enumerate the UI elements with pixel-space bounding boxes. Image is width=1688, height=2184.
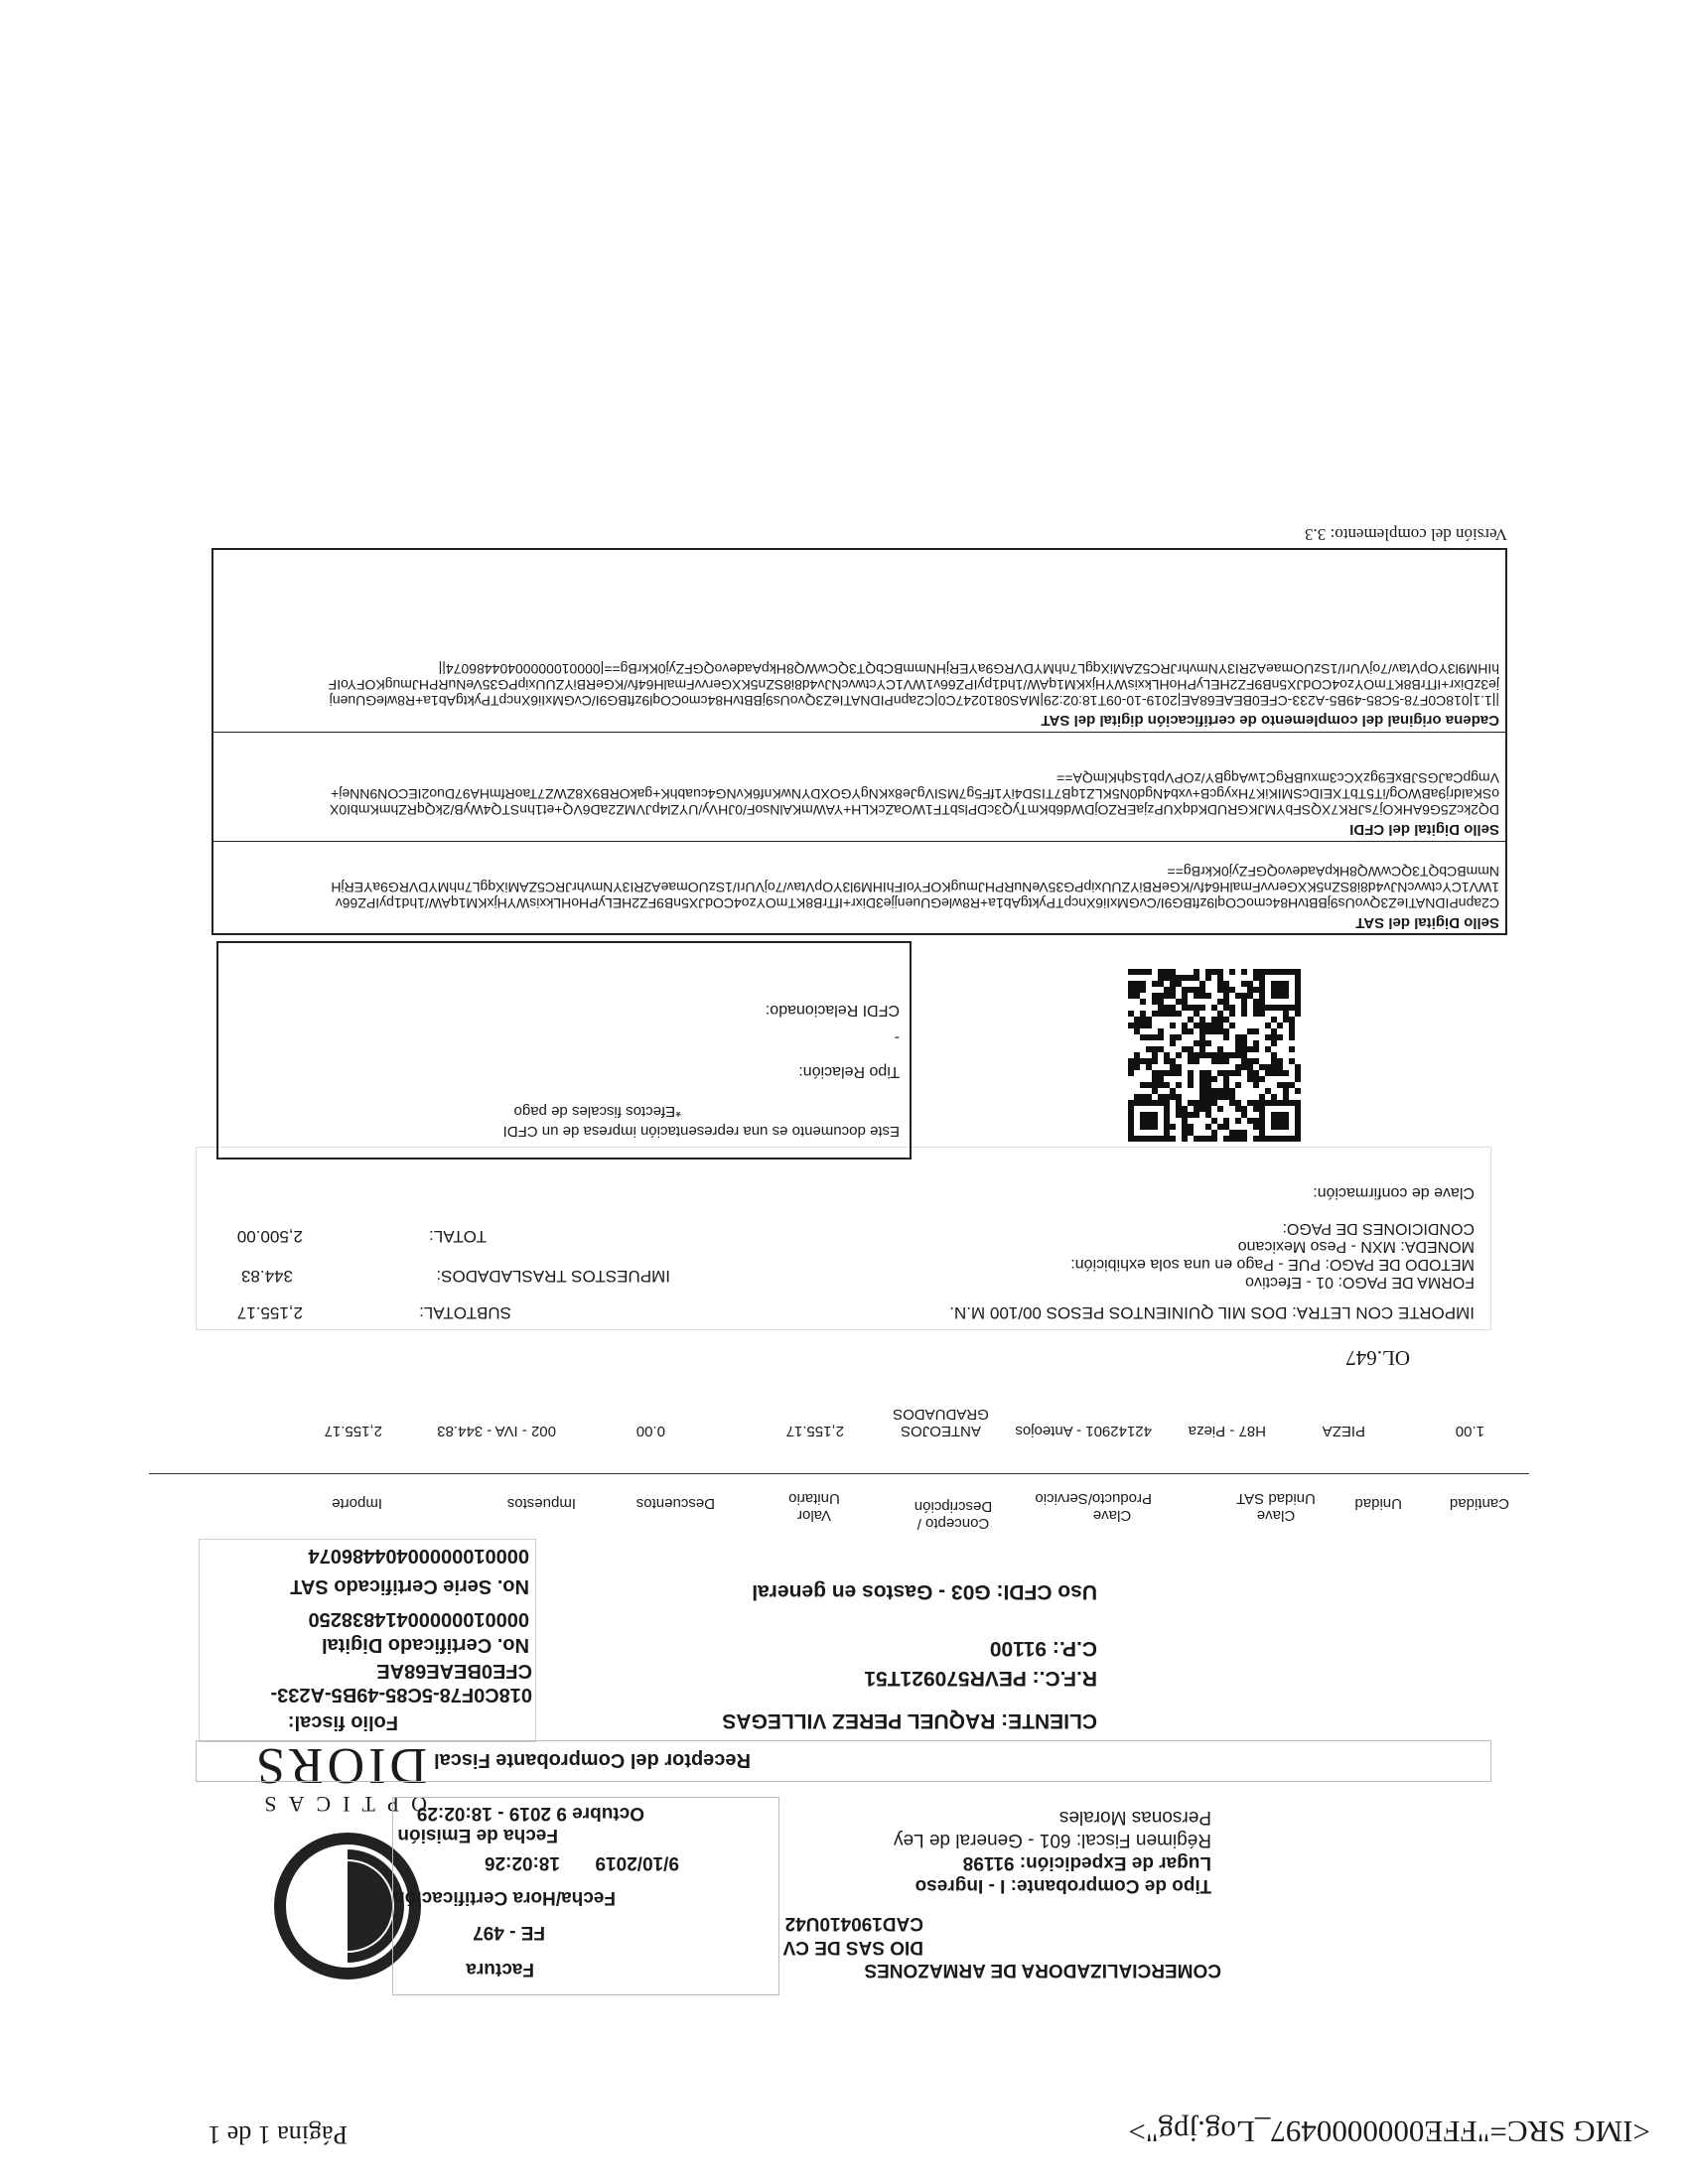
sello-sat-text: C2apnPIDNATIeZ3QvoUs9jBBtvH84cmoCOql9zftBG9I/CvGMxIi6XncpTPyktgAb1a+R8wleGUuenjje3Dixr+IfTrB8KTmOYzo4COdJX5nB9FZ2HELyPHoHLkxisWYHjxKM1qAW/1hd1pyIPZ66v1WV1CYctwvcNJv4d8i8SZn5KXGervvFmalH64fv/KGeRBiYZUUxipPG35VeNuRPHJmugKOFYoIFhIHM9l3YOpVtav/7ojVUrI/1SzUOmaeA2RI3YNmvhrJRC5ZAMiXqgL7nhMYDVRG9aYERjHNmmBCbQT3QCwWQ8HkpAadevoQGFZyj0KkrBg== — [331, 864, 1499, 911]
cell-clave-unidad: H87 - Pieza — [1188, 1423, 1266, 1439]
note-text: OL.647 — [1345, 1346, 1410, 1370]
header-descuentos: Descuentos — [635, 1495, 715, 1512]
cell-valor-unitario: 2,155.17 — [785, 1423, 844, 1439]
cert-sat-label: No. Serie Certificado SAT — [290, 1575, 529, 1597]
version-complemento: Versión del complemento: 3.3 — [1305, 525, 1507, 544]
seals-box — [211, 548, 1507, 935]
logo-line-diors: DIORS — [251, 1737, 427, 1794]
sello-cfdi-text: DQ2kcZ5G6AHKOj7sJRK7XQSFbYMJKGRUDKdqXUPzjaERZOjDWd6bKmTyQ3cDPlsbTF1WOaZcKLH+YAWmKAlNsoF/0JHVy/UYZl4pJVMZ2aD6VQ+et1hnSTQ4WyB/2kQqRZhmKmbI0XoSKaIdrj9aBWOg/iT5TbTXEIDcSMIKiK7HxygcB+vxb4Ngd0N5KLZ1qB7TISD4iY1fF5g7MSIVgJe8xKNgYGOXDYNwKnf6KvNG4cuabhK+gakORB9X8ZWZ7TaoRfmHA97Duo2IECON9NNej+VmgpCaJGSJBxE9gzXCc3mxuBRgC1wAqgBY/zOPVpb1SqhKlmQA== — [329, 770, 1499, 818]
efectos-fiscales-text: *Efectos fiscales de pago — [513, 1103, 681, 1120]
cell-importe: 2,155.17 — [324, 1423, 382, 1439]
clave-confirmacion: Clave de confirmación: — [1313, 1184, 1475, 1201]
folio-fiscal-label: Folio fiscal: — [287, 1711, 398, 1733]
header-concepto: Concepto / Descripción — [914, 1498, 993, 1532]
header-clave-unidad: Clave Unidad SAT — [1236, 1490, 1316, 1524]
document-info-box — [392, 1797, 779, 1995]
issuer-name-line2: DIO SAS DE CV — [782, 1937, 923, 1958]
cell-unidad: PIEZA — [1322, 1423, 1365, 1439]
table-row — [149, 1395, 1529, 1469]
factura-label: Factura — [466, 1959, 534, 1979]
cell-descuentos: 0.00 — [635, 1423, 665, 1439]
regimen-fiscal-type: Personas Morales — [1058, 1807, 1211, 1828]
header-divider — [149, 1473, 1529, 1474]
cfdi-info-box — [216, 941, 912, 1160]
impuestos-trasladados-value: 344.83 — [241, 1267, 293, 1286]
qr-code — [1128, 969, 1301, 1142]
cert-digital-label: No. Certificado Digital — [322, 1634, 529, 1656]
header-clave-producto: Clave Producto/Servicio — [1035, 1490, 1152, 1524]
subtotal-label: SUBTOTAL: — [419, 1303, 511, 1322]
cert-sat-value: 00001000000404486074 — [308, 1545, 529, 1567]
cell-clave-producto: 42142901 - Anteojos — [1015, 1423, 1152, 1439]
subtotal-value: 2,155.17 — [236, 1303, 303, 1322]
header-importe: Importe — [332, 1495, 382, 1512]
folio-fiscal-line2: CFE0BEAE68AE — [376, 1660, 532, 1682]
importe-letra: IMPORTE CON LETRA: DOS MIL QUINIENTOS PESOS 00/100 M.N. — [949, 1303, 1475, 1322]
lugar-expedicion: Lugar de Expedición: 91198 — [962, 1852, 1211, 1873]
folio-fiscal-line1: 018C0F78-5C85-49B5-A233- — [270, 1684, 532, 1706]
header-impuestos: Impuestos — [506, 1495, 576, 1512]
impuestos-trasladados-label: IMPUESTOS TRASLADADOS: — [436, 1267, 670, 1286]
sello-sat-label: Sello Digital del SAT — [1355, 914, 1499, 931]
total-value: 2,500.00 — [236, 1227, 303, 1246]
certificacion-time: 18:02:26 — [484, 1852, 560, 1873]
metodo-pago: METODO DE PAGO: PUE - Pago en una sola exhibición: — [1070, 1256, 1475, 1273]
tipo-comprobante: Tipo de Comprobante: I - Ingreso — [914, 1875, 1211, 1896]
emision-label: Fecha de Emisión — [397, 1825, 558, 1845]
concepts-table-header — [149, 1474, 1529, 1534]
image-tag-text: <IMG SRC="FFE0000000497_Log.jpg"> — [1128, 2115, 1650, 2149]
cliente-cp: C.P.: 91100 — [989, 1637, 1097, 1660]
header-unidad: Unidad — [1354, 1495, 1402, 1512]
cadena-original-text: ||1.1|018C0F78-5C85-49B5-A233-CFE0BEAE68AE|2019-10-09T18:02:29|MAS0810247C0|C2apnPIDNATIeZ3QvoUs9jBBtvH84cmoCOql9zftBG9I/CvGMxIi6XncpTPyktgAb1a+R8wleGUuenjje3zDixr+IfTrB8KTmOYzo4COdJX5nB9FZ2HELyPHoHLkxisWYHjxKM1qAW/1hd1pyIPZ66v1WV1CYctwvcNJv4d8i8SZn5KXGervvFmalH64fv/KGeRBiYZUUxipPG35VeNuRPHJmugKOFYoIFhIHM9l3YOpVtav/7ojVUrI/1SzUOmaeA2RI3YNmvhrJRC5ZAMiXqgL7nhMYDVRG9aYERjHNmmBCbQT3QCwWQ8HkpAadevoQGFZyj0KkrBg==|00001000000404486074|| — [328, 661, 1499, 709]
uso-cfdi: Uso CFDI: G03 - Gastos en general — [752, 1580, 1097, 1603]
fiscal-info-box — [199, 1539, 536, 1742]
seal-divider-2 — [213, 732, 1505, 733]
certificacion-label: Fecha/Hora Certificación — [393, 1887, 616, 1908]
receptor-title: Receptor del Comprobante Fiscal — [434, 1749, 751, 1771]
cliente-name: CLIENTE: RAQUEL PEREZ VILLEGAS — [722, 1709, 1097, 1732]
header-cantidad: Cantidad — [1449, 1495, 1509, 1512]
cell-impuestos: 002 - IVA - 344.83 — [437, 1423, 556, 1439]
regimen-fiscal: Régimen Fiscal: 601 - General de Ley — [894, 1830, 1211, 1850]
cell-concepto: ANTEOJOS GRADUADOS — [893, 1406, 989, 1439]
issuer-name-line1: COMERCIALIZADORA DE ARMAZONES — [864, 1960, 1221, 1980]
total-label: TOTAL: — [429, 1227, 487, 1246]
forma-pago: FORMA DE PAGO: 01 - Efectivo — [1245, 1274, 1475, 1291]
folio-value: FE - 497 — [473, 1922, 545, 1943]
header-valor-unitario: Valor Unitario — [788, 1490, 840, 1524]
seal-divider-1 — [213, 841, 1505, 842]
tipo-relacion-value: - — [894, 1029, 900, 1046]
tipo-relacion-label: Tipo Relación: — [798, 1063, 900, 1080]
emision-value: Octubre 9 2019 - 18:02:29 — [416, 1803, 644, 1824]
cliente-rfc: R.F.C.: PEVR570921T51 — [864, 1667, 1097, 1690]
issuer-rfc: CAD190410U42 — [784, 1913, 923, 1934]
cadena-original-label: Cadena original del complemento de certificación digital del SAT — [1041, 712, 1499, 729]
cfdi-relacionado-label: CFDI Relacionado: — [765, 1002, 900, 1019]
cell-cantidad: 1.00 — [1455, 1423, 1484, 1439]
moneda: MONEDA: MXN - Peso Mexicano — [1237, 1238, 1475, 1255]
condiciones-pago: CONDICIONES DE PAGO: — [1282, 1220, 1475, 1237]
certificacion-date: 9/10/2019 — [595, 1852, 679, 1873]
sello-cfdi-label: Sello Digital del CFDI — [1349, 821, 1499, 838]
cert-digital-value: 00001000000414838250 — [308, 1608, 529, 1630]
page-number: Página 1 de 1 — [208, 2120, 348, 2149]
cfdi-representation-text: Este documento es una representación impresa de un CFDI — [502, 1123, 900, 1140]
receptor-header-box — [196, 1740, 1491, 1782]
logo-line-opticas: OPTICAS — [252, 1792, 427, 1817]
